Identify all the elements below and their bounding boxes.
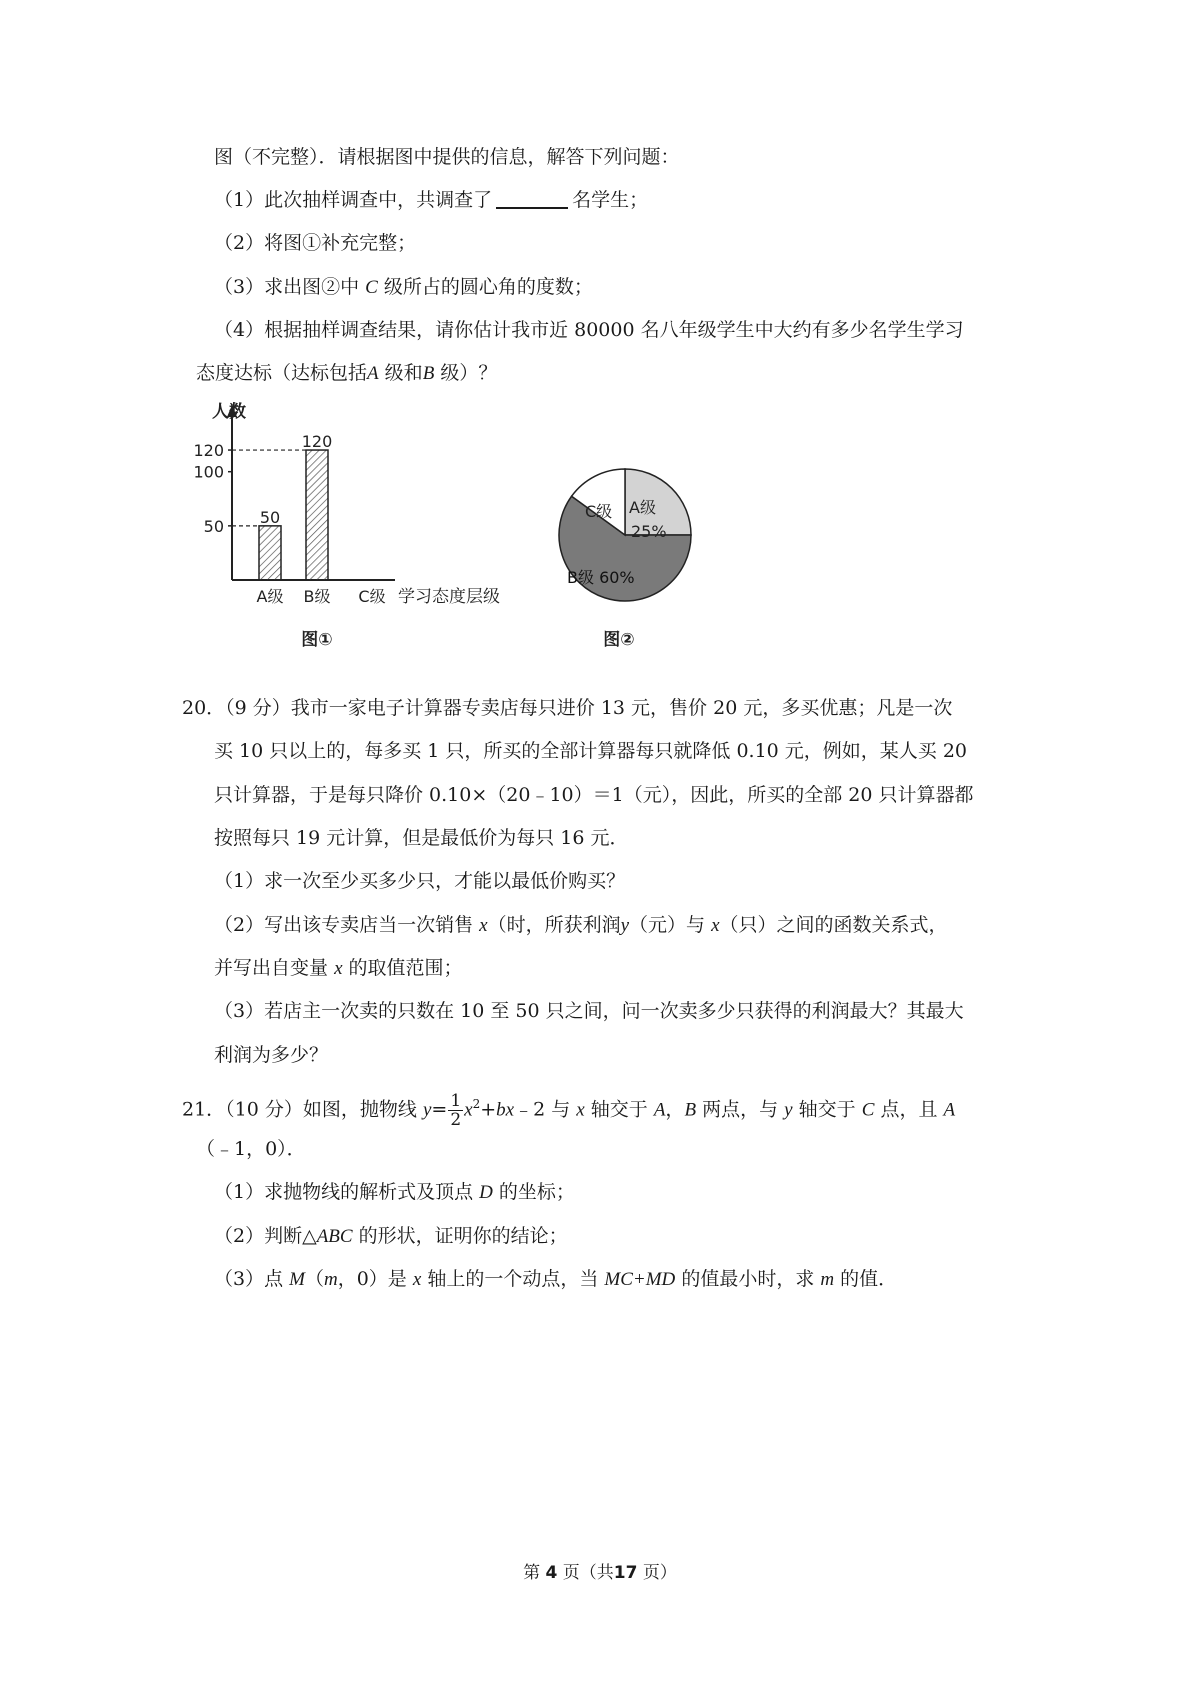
- fraction-one-half: [448, 1092, 463, 1129]
- q19-part4-text: 态度达标（达标包括: [196, 362, 368, 384]
- equals-sign: =: [431, 1098, 448, 1121]
- comma: ，: [665, 1098, 685, 1121]
- exponent: 2: [472, 1097, 481, 1111]
- q20-part2-suffix: （只）之间的函数关系式，: [719, 914, 948, 936]
- q19-part3-suffix: 级所占的圆心角的度数；: [383, 276, 593, 298]
- q20-part2-mid2: （元）与: [629, 914, 706, 936]
- q19-part4-mid: 级和: [384, 362, 423, 384]
- q19-part1: [214, 186, 648, 214]
- var-a: A: [943, 1099, 956, 1121]
- q21-part3-mid1: ，0）是: [337, 1268, 407, 1290]
- y-tick-label: 50: [203, 516, 224, 536]
- q20-part2-mid1: （时，所获利润: [487, 914, 621, 936]
- var-m: M: [289, 1269, 305, 1290]
- var-mc-md: MC+MD: [604, 1269, 676, 1290]
- q21-text: 轴交于: [798, 1098, 856, 1121]
- q21-part3-suffix: 的值．: [840, 1268, 898, 1290]
- var-abc: ABC: [316, 1226, 353, 1247]
- var-x: x: [711, 915, 720, 936]
- q21-part1-text: （1）求抛物线的解析式及顶点: [214, 1181, 474, 1203]
- plus-sign: +: [480, 1098, 497, 1121]
- q21-part3-mid2: 轴上的一个动点，当: [427, 1268, 599, 1290]
- var-x: x: [412, 1269, 422, 1290]
- paren-open: （: [304, 1268, 324, 1290]
- answer-blank[interactable]: [496, 187, 568, 209]
- data-label: 50: [259, 507, 281, 527]
- x-axis-label: 学习态度层级: [398, 587, 500, 607]
- footer-text: 页）: [642, 1563, 677, 1583]
- bar: [259, 526, 281, 580]
- footer-text: 第: [523, 1563, 541, 1583]
- q19-part2: （2）将图①补充完整；: [214, 232, 417, 254]
- var-c: C: [365, 277, 378, 298]
- fraction-numerator: 1: [450, 1090, 462, 1111]
- var-y: y: [620, 915, 630, 936]
- q20-part2-line2: [214, 954, 463, 983]
- y-tick-label: 120: [193, 441, 224, 461]
- q21-part2: [214, 1222, 568, 1251]
- var-bx: bx: [496, 1099, 515, 1121]
- q20-line2: 买 10 只以上的，每多买 1 只，所买的全部计算器每只就降低 0.10 元，例如，某人买 20: [214, 740, 968, 762]
- q21-text: ﹣2 与: [514, 1098, 571, 1121]
- chart-caption: 图①: [301, 630, 333, 650]
- q19-part4-line1: （4）根据抽样调查结果，请你估计我市近 80000 名八年级学生中大约有多少名学生学习: [214, 319, 964, 341]
- var-d: D: [479, 1182, 493, 1203]
- q19-part3: [214, 273, 593, 302]
- q20-part1: （1）求一次至少买多少只，才能以最低价购买？: [214, 870, 626, 892]
- fraction-denominator: 2: [450, 1109, 462, 1130]
- page-number: 4: [545, 1563, 558, 1583]
- footer-text: 页（共: [562, 1563, 614, 1583]
- q21-part3-text: （3）点: [214, 1268, 284, 1290]
- q21-part3-mid3: 的值最小时，求: [681, 1268, 815, 1290]
- x-tick-label: B级: [303, 587, 331, 606]
- slice-label: B级 60%: [567, 568, 635, 587]
- q19-part3-text: （3）求出图②中: [214, 276, 360, 298]
- q19-part1-text: （1）此次抽样调查中，共调查了: [214, 189, 493, 211]
- q19-part4-line2: [196, 359, 497, 388]
- q21-text: 轴交于: [590, 1098, 648, 1121]
- slice-label: A级: [629, 498, 656, 517]
- q20-part2-l2-text: 并写出自变量: [214, 957, 329, 979]
- q19-part1-suffix: 名学生；: [572, 189, 649, 211]
- q20-part2: [214, 911, 948, 940]
- var-m-lower: m: [323, 1269, 338, 1290]
- var-a: A: [653, 1099, 666, 1121]
- chart-caption: 图②: [603, 630, 635, 650]
- var-y: y: [422, 1099, 432, 1121]
- q20-part3-line2: 利润为多少？: [214, 1044, 329, 1066]
- q20-line4: 按照每只 19 元计算，但是最低价为每只 16 元．: [214, 827, 629, 849]
- slice-label: C级: [585, 502, 613, 521]
- x-tick-label: C级: [358, 587, 386, 606]
- var-c: C: [861, 1099, 875, 1121]
- q21-part1-suffix: 的坐标；: [498, 1181, 575, 1203]
- x-tick-label: A级: [256, 587, 284, 606]
- q21-part1: [214, 1178, 575, 1207]
- q20-part2-text: （2）写出该专卖店当一次销售: [214, 914, 474, 936]
- q21-part3: [214, 1265, 897, 1294]
- total-pages: 17: [613, 1563, 638, 1583]
- q21-text: 21．（10 分）如图，抛物线: [182, 1098, 417, 1121]
- page-footer: [0, 1558, 1200, 1583]
- bar: [306, 450, 328, 580]
- q20-line1: 20．（9 分）我市一家电子计算器专卖店每只进价 13 元，售价 20 元，多买优惠；凡是一次: [182, 697, 953, 719]
- pie-chart: [540, 445, 710, 675]
- q20-part2-l2-suffix: 的取值范围；: [348, 957, 463, 979]
- var-b: B: [422, 363, 435, 384]
- q19-part4-suffix: 级）？: [440, 362, 498, 384]
- q21-part2-suffix: 的形状，证明你的结论；: [358, 1225, 568, 1247]
- q20-line3: 只计算器，于是每只降价 0.10×（20﹣10）＝1（元），因此，所买的全部 20 只计算器都: [214, 784, 974, 806]
- q21-text: 两点，与: [702, 1098, 779, 1121]
- y-axis-label: 人数: [212, 402, 246, 422]
- q21-line2: （﹣1，0）．: [196, 1138, 306, 1160]
- data-label: 120: [301, 432, 333, 452]
- q21-line1: [182, 1084, 955, 1130]
- var-y: y: [784, 1099, 793, 1121]
- bar-chart: [190, 395, 540, 665]
- var-x: x: [464, 1099, 473, 1121]
- y-tick-label: 100: [193, 462, 224, 482]
- var-m-lower: m: [820, 1269, 835, 1290]
- q21-part2-text: （2）判断△: [214, 1225, 317, 1247]
- q20-part3-line1: （3）若店主一次卖的只数在 10 至 50 只之间，问一次卖多少只获得的利润最大？其最大: [214, 1000, 964, 1022]
- q19-continuation: 图（不完整）．请根据图中提供的信息，解答下列问题：: [214, 146, 680, 168]
- slice-value-label: 25%: [631, 522, 667, 541]
- var-x: x: [479, 915, 488, 936]
- var-x: x: [334, 958, 343, 979]
- q21-text: 点，且: [880, 1098, 938, 1121]
- var-x: x: [576, 1099, 585, 1121]
- var-a: A: [367, 363, 379, 384]
- var-b: B: [684, 1099, 697, 1121]
